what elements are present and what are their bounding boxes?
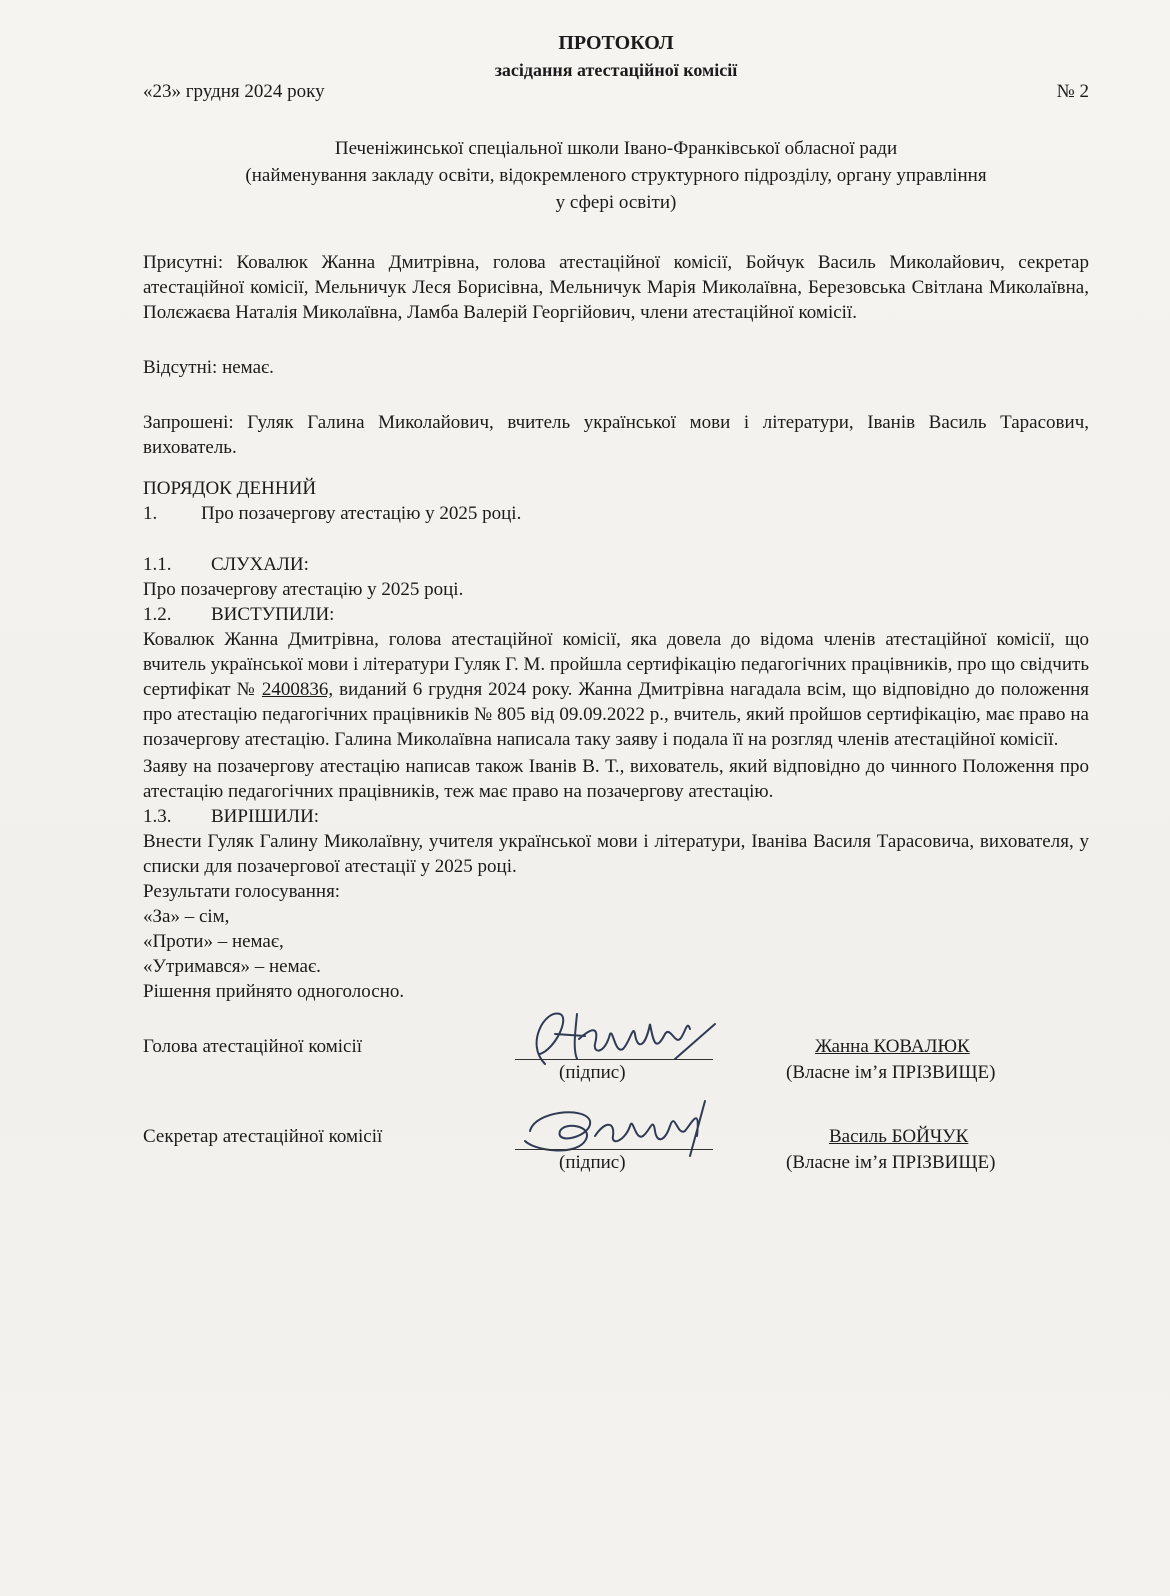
protocol-body xyxy=(143,30,1089,1182)
name-format-hint: (Власне ім’я ПРІЗВИЩЕ) xyxy=(786,1062,996,1083)
decision-result: Рішення прийнято одноголосно. xyxy=(143,981,405,1002)
invited-paragraph: Запрошені: Гуляк Галина Миколайович, вчитель української мови і літератури, Іванів Василь Тарасович, вихователь. xyxy=(143,412,1089,458)
spoke-text-part1: Ковалюк Жанна Дмитрівна, голова атестаційної комісії, яка довела до відома членів атестаційної комісії, що вчитель української мови і літератури Гуляк Г. М. пройшла сертифікацію педагогічних працівників, про що свідчить сертифікат xyxy=(143,629,1089,700)
protocol-date: «23» грудня 2024 року xyxy=(143,81,325,102)
document-title: ПРОТОКОЛ xyxy=(558,32,674,54)
vote-abstained: «Утримався» – немає. xyxy=(143,956,321,977)
decided-text: Внести Гуляк Галину Миколаївну, учителя української мови і літератури, Іваніва Василя Тарасовича, вихователя, у списки для позачергової атестації у 2025 році. xyxy=(143,831,1089,877)
signatures-block xyxy=(143,1034,1089,1182)
signature-caption: (підпис) xyxy=(559,1152,626,1173)
decided-heading xyxy=(143,804,1089,829)
institution-hint-line2: у сфері освіти) xyxy=(555,192,677,213)
vote-against: «Проти» – немає, xyxy=(143,931,284,952)
heard-number: 1.1. xyxy=(143,554,172,575)
spoke-text-part2: виданий 6 грудня 2024 року. Жанна Дмитрівна нагадала всім, що відповідно до положення про атестацію педагогічних працівників № 805 від 09.09.2022 р., вчитель, який пройшов сертифікацію, має право на позачергову атестацію. Галина Миколаївна написала таку заяву і подала її на розгляд членів атестаційної комісії. xyxy=(143,679,1090,750)
vote-for: «За» – сім, xyxy=(143,906,230,927)
signature-line xyxy=(515,1149,713,1150)
signature-row-secretary xyxy=(143,1124,1089,1182)
institution-hint-line1: (найменування закладу освіти, відокремленого структурного підрозділу, органу управління xyxy=(245,165,987,186)
document-subtitle: засідання атестаційної комісії xyxy=(494,60,738,80)
agenda-item-number: 1. xyxy=(143,503,158,524)
signature-row-chair xyxy=(143,1034,1089,1092)
name-format-hint: (Власне ім’я ПРІЗВИЩЕ) xyxy=(786,1152,996,1173)
certificate-number: 2400836, xyxy=(261,679,334,700)
heard-heading xyxy=(143,552,1089,577)
decided-number: 1.3. xyxy=(143,806,172,827)
spoke-label: ВИСТУПИЛИ: xyxy=(211,604,335,625)
spoke-number: 1.2. xyxy=(143,604,172,625)
spoke-text xyxy=(143,627,1089,752)
signature-caption: (підпис) xyxy=(559,1062,626,1083)
institution-name: Печеніжинської спеціальної школи Івано-Франківської обласної ради xyxy=(334,138,898,159)
agenda-heading: ПОРЯДОК ДЕННИЙ xyxy=(143,478,317,499)
signer-name: Жанна КОВАЛЮК xyxy=(815,1036,970,1057)
certificate-number-prefix: № xyxy=(236,679,256,700)
voting-heading: Результати голосування: xyxy=(143,881,341,902)
absent-paragraph: Відсутні: немає. xyxy=(143,357,274,378)
institution-block xyxy=(143,135,1089,216)
decided-label: ВИРІШИЛИ: xyxy=(211,806,320,827)
heard-text: Про позачергову атестацію у 2025 році. xyxy=(143,579,464,600)
spoke-heading xyxy=(143,602,1089,627)
spoke-text-second: Заяву на позачергову атестацію написав також Іванів В. Т., вихователь, який відповідно до чинного Положення про атестацію педагогічних працівників, теж має право на позачергову атестацію. xyxy=(143,756,1089,802)
signer-role: Секретар атестаційної комісії xyxy=(143,1126,383,1147)
signer-role: Голова атестаційної комісії xyxy=(143,1036,363,1057)
signer-name: Василь БОЙЧУК xyxy=(829,1126,969,1147)
agenda-item-text: Про позачергову атестацію у 2025 році. xyxy=(201,503,522,524)
heard-label: СЛУХАЛИ: xyxy=(211,554,309,575)
protocol-number: № 2 xyxy=(1056,81,1089,102)
signature-line xyxy=(515,1059,713,1060)
present-paragraph: Присутні: Ковалюк Жанна Дмитрівна, голова атестаційної комісії, Бойчук Василь Миколайович, секретар атестаційної комісії, Мельничук Леся Борисівна, Мельничук Марія Миколаївна, Березовська Світлана Миколаївна, Полєжаєва Наталія Миколаївна, Ламба Валерій Георгійович, члени атестаційної комісії. xyxy=(143,252,1089,323)
agenda-item xyxy=(143,501,1089,526)
